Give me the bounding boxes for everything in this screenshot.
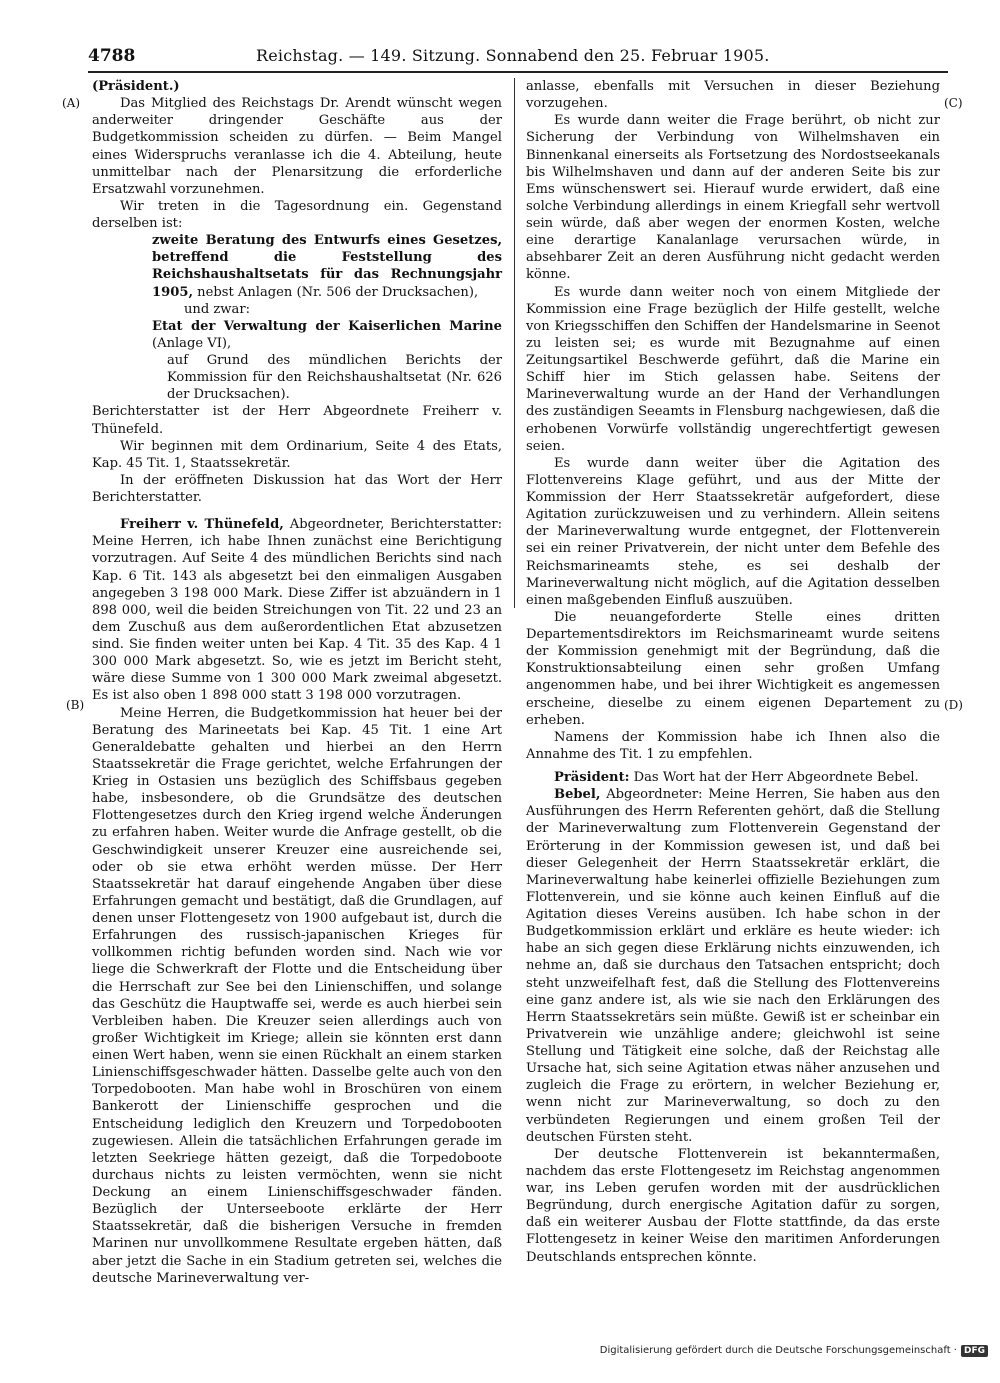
speech-text: Abgeordneter: Meine Herren, Sie haben aus den Ausführungen des Herrn Referenten gehört, daß die Stellung der Marineverwaltung zum Flottenverein Gegenstand der Erörterung in der Kommission gewesen ist, und daß bei dieser Gelegenheit der Herrn Staatssekretär erklärt, die Marineverwaltung habe keinerlei offizielle Beziehungen zum Flottenverein, und sie könne auch keinen Einfluß auf die Agitation dieses Vereins ausüben. Ich habe schon in der Budgetkommission erklärt und erkläre es heute wieder: ich habe an sich gegen diese Erklärung nichts einzuwenden, ich nehme an, daß sie durchaus den Tatsachen entspricht; doch steht unzweifelhaft fest, daß die Stellung des Flottenvereins eine ganz andere ist, als wie sie nach den Erklärungen des Herrn Staatssekretärs sein müßte. Gewiß ist er scheinbar ein Privatverein wie unzählige andere; gleichwohl ist seine Stellung und Tätigkeit eine solche, daß der Reichstag alle Ursache hat, sich seine Agitation etwas näher anzusehen und zugleich die Frage zu erörtern, in welcher Beziehung er, wenn nicht zur Marineverwaltung, so doch zu den verbündeten Regierungen und einem großen Teil der deutschen Fürsten steht.: [526, 787, 940, 1145]
speaker-head: (Präsident.): [92, 79, 180, 94]
margin-marker-b: (B): [66, 698, 85, 712]
speaker-name: Präsident:: [554, 770, 630, 785]
paragraph: Wir treten in die Tagesordnung ein. Gegenstand derselben ist:: [92, 198, 502, 231]
paragraph: Wir beginnen mit dem Ordinarium, Seite 4 des Etats, Kap. 45 Tit. 1, Staatssekretär.: [92, 438, 502, 471]
paragraph: Meine Herren, die Budgetkommission hat heuer bei der Beratung des Marineetats bei Kap. 45 Tit. 1 eine Art Generaldebatte gehalten und hierbei an den Herrn Staatssekretär die Frage gerichtet, welche Erfahrungen der Krieg in Ostasien uns bezüglich des Schiffsbaus gegeben habe, insbesondere, ob die Grundsätze des deutschen Flottengesetzes durch den Krieg irgend welche Änderungen zu erfahren haben. Weiter wurde die Anfrage gestellt, ob die Geschwindigkeit unserer Kreuzer eine ausreichende sei, oder ob sie etwa erhöht werden müsse. Der Herr Staatssekretär hat darauf eingehende Angaben über diese Erfahrungen gemacht und bestätigt, daß die Grundlagen, auf denen unser Flottengesetz von 1900 aufgebaut ist, durch die Erfahrungen des russisch-japanischen Krieges für vollkommen richtig befunden worden sind. Nach wie vor liege die Schwerkraft der Flotte und die Entscheidung über die Herrschaft zur See bei den Linienschiffen, und solange das Geschütz die Hauptwaffe sei, werde es auch hierbei sein Verbleiben haben. Die Kreuzer seien allerdings auch von großer Wichtigkeit im Kriege; allein sie könnten erst dann einen Wert haben, wenn sie einen Rückhalt an einem starken Linienschiffsgeschwader hätten. Dasselbe gelte auch von den Torpedobooten. Man habe wohl in Broschüren von einem Bankerott der Linienschiffe gesprochen und die Entscheidung lediglich den Kreuzern und Torpedobooten zugewiesen. Allein die tatsächlichen Erfahrungen gerade im letzten Seekriege hätten gezeigt, daß die Torpedoboote durchaus nichts zu leisten vermöchten, wenn sie nicht Deckung an einem Linienschiffsgeschwader fänden. Bezüglich der Unterseeboote erklärte der Herr Staatssekretär, daß die bisherigen Versuche in fremden Marinen nur unvollkommene Resultate ergeben hätten, daß aber jetzt die Sache in ein Stadium getreten sei, welches die deutsche Marineverwaltung ver-: [92, 705, 502, 1286]
dfg-logo: DFG: [961, 1345, 988, 1357]
left-column: [92, 78, 502, 1287]
paragraph: anlasse, ebenfalls mit Versuchen in dieser Beziehung vorzugehen.: [526, 79, 940, 112]
paragraph: Es wurde dann weiter über die Agitation des Flottenvereins Klage geführt, und aus der Mitte der Kommission der Herr Staatssekretär aufgefordert, diese Agitation zurückzuweisen und zu verhindern. Allein seitens der Marineverwaltung wurde entgegnet, der Flottenverein sei ein reiner Privatverein, der nicht unter dem Befehle des Reichsmarineamts stehe, es sei deshalb der Marineverwaltung nicht möglich, auf die Agitation desselben einen maßgebenden Einfluß auszuüben.: [526, 455, 940, 608]
agenda-note: nebst Anlagen (Nr. 506 der Drucksachen),: [193, 284, 479, 300]
speaker-name: Freiherr v. Thünefeld,: [120, 517, 284, 533]
right-column: [526, 78, 940, 1266]
agenda-item: [92, 232, 502, 301]
margin-marker-d: (D): [944, 698, 963, 712]
paragraph: Das Mitglied des Reichstags Dr. Arendt wünscht wegen anderweiter dringender Geschäfte aus der Budgetkommission scheiden zu dürfen. — Beim Mangel eines Widerspruchs veranlasse ich die 4. Abteilung, heute unmittelbar nach der Plenarsitzung die erforderliche Ersatzwahl vorzunehmen.: [92, 96, 502, 197]
speaker-name: Bebel,: [554, 787, 601, 803]
column-divider: [514, 78, 515, 608]
paragraph: Es wurde dann weiter die Frage berührt, ob nicht zur Sicherung der Verbindung von Wilhelmshaven ein Binnenkanal einerseits als Fortsetzung des Nordostseekanals bis Wilhelmshaven und dann auf der anderen Seite bis zur Ems wünschenswert sei. Hierauf wurde erwidert, daß eine solche Verbindung allerdings in einem Kriegfall sehr wertvoll sein würde, daß aber wegen der enormen Kosten, welche eine derartige Kanalanlage verursachen würde, in absehbarer Zeit an deren Ausführung nicht gedacht werden könne.: [526, 113, 940, 283]
margin-marker-a: (A): [62, 96, 81, 110]
speech-text: Das Wort hat der Herr Abgeordnete Bebel.: [629, 770, 919, 785]
paragraph: Berichterstatter ist der Herr Abgeordnete Freiherr v. Thünefeld.: [92, 404, 502, 437]
page-number: 4788: [88, 46, 136, 66]
digitization-footer: [600, 1345, 988, 1357]
speech-text: Abgeordneter, Berichterstatter: Meine Herren, ich habe Ihnen zunächst eine Berichtigung vorzutragen. Auf Seite 4 des mündlichen Berichts sind nach Kap. 6 Tit. 143 als abgesetzt bei den einmaligen Ausgaben angegeben 3 198 000 Mark. Diese Ziffer ist abzuändern in 1 898 000, weil die beiden Streichungen von Tit. 22 und 23 an dem Zuschuß aus dem außerordentlichen Etat abzusetzen sind. Sie finden weiter unten bei Kap. 4 Tit. 35 des Kap. 4 1 300 000 Mark abgesetzt. So, wie es jetzt im Bericht steht, wäre diese Summe von 1 300 000 Mark zweimal abgesetzt. Es ist also oben 1 898 000 statt 3 198 000 vorzutragen.: [92, 517, 502, 704]
subitem-title: Etat der Verwaltung der Kaiserlichen Marine: [152, 318, 502, 334]
paragraph: Es wurde dann weiter noch von einem Mitgliede der Kommission eine Frage bezüglich der Hilfe gestellt, welche von Kriegsschiffen den Schiffen der Handelsmarine in Seenot zu leisten sei; es wurde mit Bezugnahme auf einen Zeitungsartikel Beschwerde geführt, daß die Marine ein Schiff hier im Stich gelassen habe. Seitens der Marineverwaltung wurde an der Hand der Verhandlungen des zuständigen Seeamts in Flensburg nachgewiesen, daß die erhobenen Vorwürfe vollständig ungerechtfertigt gewesen seien.: [526, 284, 940, 454]
paragraph: Der deutsche Flottenverein ist bekanntermaßen, nachdem das erste Flottengesetz im Reichstag angenommen war, ins Leben gerufen worden mit der ausdrücklichen Begründung, durch energische Agitation dafür zu sorgen, daß ein weiterer Ausbau der Flotte stattfinde, da das erste Flottengesetz in keiner Weise den maritimen Anforderungen Deutschlands entsprechen könnte.: [526, 1146, 940, 1265]
paragraph: Die neuangeforderte Stelle eines dritten Departementsdirektors im Reichsmarineamt wurde seitens der Kommission genehmigt mit der Begründung, daß die Konstruktionsabteilung einen sehr großen Umfang angenommen habe, und bei ihrer Wichtigkeit es angemessen erscheine, dieselbe zu einem eigenen Departement zu erheben.: [526, 609, 940, 728]
agenda-title: zweite Beratung des Entwurfs eines Gesetzes, betreffend die Feststellung des Reichshaushaltsetats für das Rechnungsjahr 1905,: [152, 233, 502, 300]
running-title: Reichstag. — 149. Sitzung. Sonnabend den 25. Februar 1905.: [256, 46, 770, 65]
paragraph: Namens der Kommission habe ich Ihnen also die Annahme des Tit. 1 zu empfehlen.: [526, 729, 940, 762]
subitem-note: (Anlage VI),: [152, 335, 232, 351]
footer-text: Digitalisierung gefördert durch die Deutsche Forschungsgemeinschaft ·: [599, 1345, 957, 1356]
paragraph: In der eröffneten Diskussion hat das Wort der Herr Berichterstatter.: [92, 472, 502, 505]
spacer: [92, 506, 502, 516]
agenda-subitem: [92, 318, 502, 352]
speech: [526, 769, 940, 786]
margin-marker-c: (C): [944, 96, 963, 110]
speech: [92, 516, 502, 704]
agenda-basis: auf Grund des mündlichen Berichts der Kommission für den Reichshaushaltsetat (Nr. 626 der Drucksachen).: [167, 353, 502, 403]
agenda-connector: und zwar:: [184, 301, 250, 317]
header-rule: [88, 71, 948, 73]
page-header: [88, 46, 948, 68]
speech: [526, 786, 940, 1146]
